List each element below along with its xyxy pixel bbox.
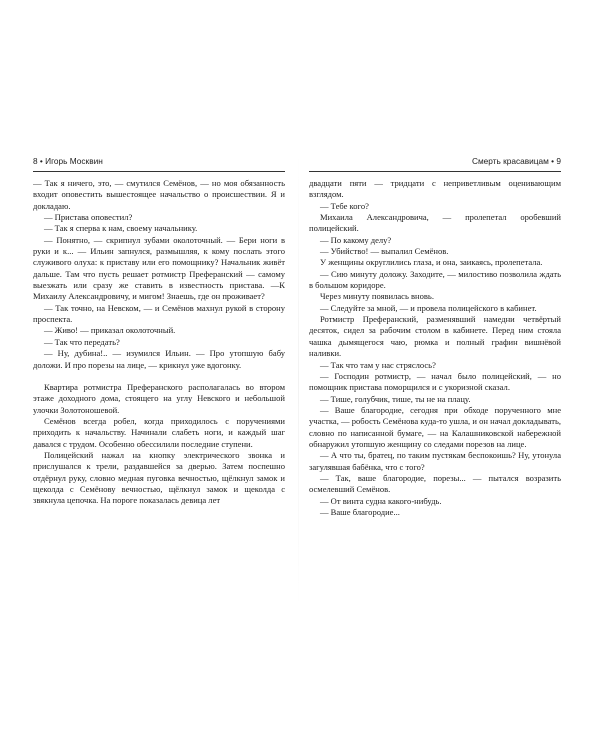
paragraph: — Так, ваше благородие, порезы... — пытался возразить осмелевший Семёнов. [309,472,561,495]
paragraph: Полицейский нажал на кнопку электрического звонка и прислушался к трели, раздавшейся за дверью. Затем поспешно отдёрнул руку, словно медная пуговка вечностью, щёлкнул замок и щеколда с Семёнову вечностью, щёлкнул замок и щеколда с звякнула цепочка. На пороге показалась девица лет [33,449,285,506]
left-running-head [33,156,285,172]
paragraph: — Ну, дубина!.. — изумился Ильин. — Про утопшую бабу доложи. И про порезы на лице, — крикнул уже вдогонку. [33,348,285,370]
right-running-head [309,156,561,172]
paragraph: — Пристава оповестил? [44,212,133,223]
paragraph: Семёнов всегда робел, когда приходилось с поручениями приходить к начальству. Начинали слабеть ноги, и каждый шаг давался с трудом. Особенно обессилили последние ступени. [33,415,285,449]
paragraph: — Живо! — приказал околоточный. [44,325,176,336]
paragraph: — Господин ротмистр, — начал было полицейский, — но помощник пристава поморщился и с укоризной сказал. [309,370,561,393]
left-body-text [33,178,285,507]
paragraph: Через минуту появилась вновь. [320,291,434,302]
paragraph: — Следуйте за мной, — и провела полицейского в кабинет. [320,302,537,313]
right-body-text [309,178,561,518]
paragraph: — Тебе кого? [320,200,369,211]
paragraph: У женщины округлились глаза, и она, заикаясь, пролепетала. [320,257,543,268]
paragraph: Михаила Александровича, — пролепетал оробевший полицейский. [309,212,561,234]
paragraph: — Так я сперва к нам, своему начальнику. [44,223,198,234]
paragraph: Ротмистр Преферанский, разменявший намедни четвёртый десяток, сидел за рабочим столом в кабинете. Перед ним стояла чашка дымящегося чаю, рюмка и полный графин вишнёвой наливки. [309,314,561,359]
paragraph: — Убийство! — выпалил Семёнов. [320,246,449,257]
paragraph: Квартира ротмистра Преферанского располагалась во втором этаже доходного дома, стоящего на углу Невского и небольшой улочки Золотоношевой. [33,381,285,415]
paragraph: — По какому делу? [320,234,392,245]
paragraph: — Ваше благородие, сегодня при обходе порученного мне участка, — робость Семёнова куда-то ушла, и он начал докладывать, словно по написанной бумаге, — на Калашниковской набережной обнаружил утопшую женщину со следами порезов на лице. [309,404,561,449]
paragraph: — Тише, голубчик, тише, ты не на плацу. [320,393,471,404]
paragraph: — Так что там у нас стряслось? [320,359,436,370]
paragraph: — Так точно, на Невском, — и Семёнов махнул рукой в сторону проспекта. [33,302,285,325]
paragraph: — Понятно, — скрипнул зубами околоточный. — Бери ноги в руки и к... — Ильин запнулся, размышляя, к кому послать этого служивого олуха: к приставу или его помощнику? Начальник живёт дальше. Там чтo пусть решает ротмистр Преферанский — самому выезжать или сразу же ставить в известность пристава. —К Михаилу Александровичу, и мигом! Знаешь, где он проживает? [33,234,285,302]
paragraph: двадцати пяти — тридцати с неприветливым оценивающим взглядом. [309,178,561,200]
paragraph: — Ваше благородие... [320,506,400,517]
paragraph: — Так что передать? [44,336,120,347]
left-page [33,156,285,596]
paragraph: — Сию минуту доложу. Заходите, — милостиво позволила ждать в большом коридоре. [309,268,561,291]
paragraph: — Так я ничего, это, — смутился Семёнов, — но моя обязанность входит оповестить вышестоящее начальство о происшествии. Я и докладаю. [33,178,285,211]
paragraph: — От винта судна какого-нибудь. [320,495,442,506]
right-header-text: Смерть красавицам • 9 [471,156,561,166]
paragraph: — А что ты, братец, по таким пустякам беспокоишь? Ну, утонула загулявшая бабёнка, что с того? [309,450,561,472]
book-gutter [298,150,299,610]
left-header-text: 8 • Игорь Москвин [33,156,103,166]
right-page [309,156,561,596]
